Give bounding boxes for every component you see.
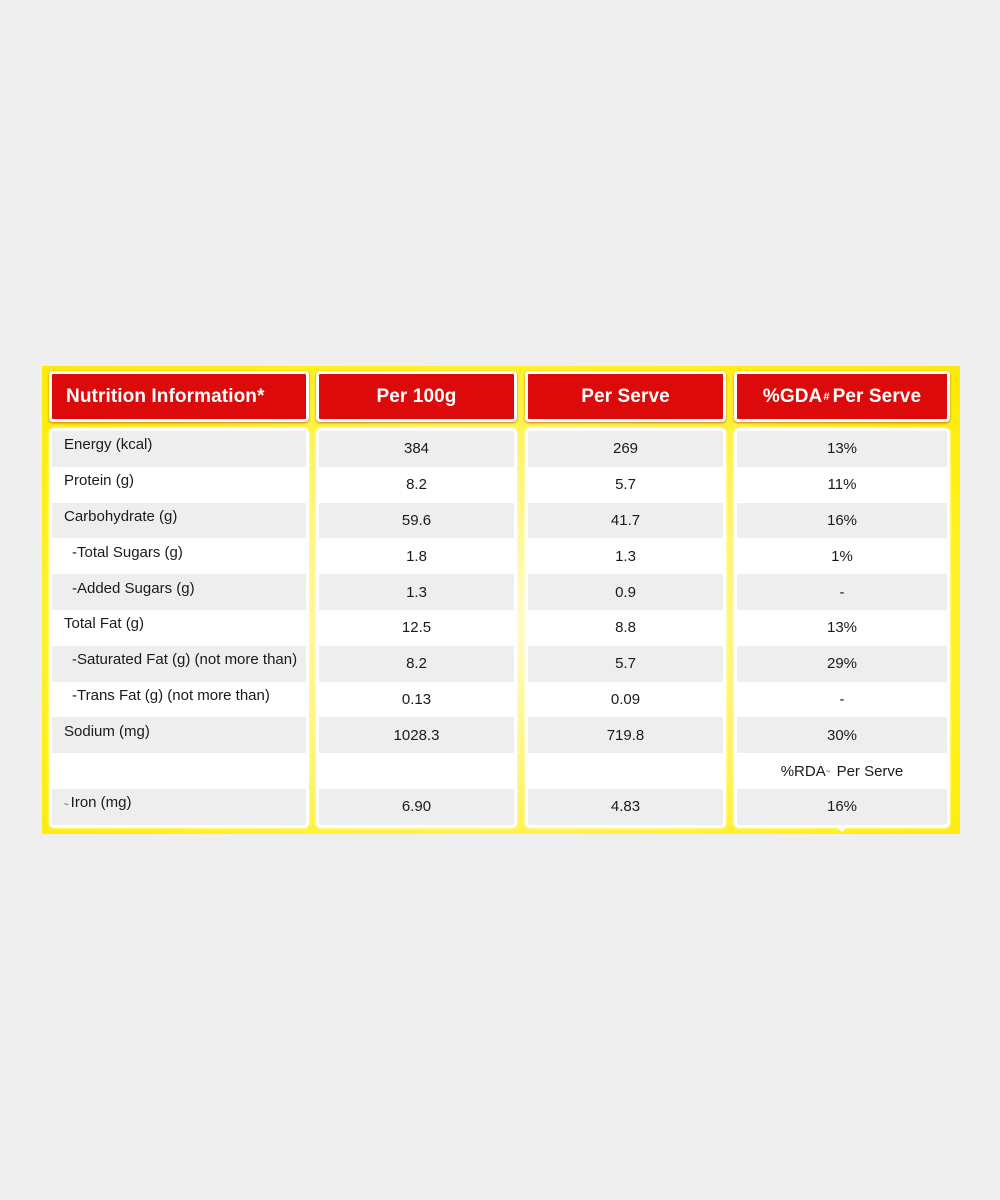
- nutrient-list: [49, 428, 309, 828]
- value-cell: 384: [319, 431, 514, 467]
- row-label: -Saturated Fat (g) (not more than): [52, 646, 306, 682]
- value-cell: 1028.3: [319, 717, 514, 753]
- value-cell: 41.7: [528, 503, 723, 539]
- value-cell: 1.3: [319, 574, 514, 610]
- value-cell: 1.3: [528, 538, 723, 574]
- row-label: Sodium (mg): [52, 717, 306, 753]
- value-cell: 719.8: [528, 717, 723, 753]
- gda-per-serve-column: [734, 371, 950, 828]
- value-cell: 0.13: [319, 682, 514, 718]
- value-cell: 16%: [737, 503, 947, 539]
- value-cell: 0.09: [528, 682, 723, 718]
- rda-subheader: %RDA ~ Per Serve: [737, 753, 947, 789]
- value-cell: 1%: [737, 538, 947, 574]
- value-cell: -: [737, 682, 947, 718]
- per-100g-values: [316, 428, 517, 828]
- value-cell: 59.6: [319, 503, 514, 539]
- value-cell-empty: [528, 753, 723, 789]
- value-cell: 269: [528, 431, 723, 467]
- value-cell: 13%: [737, 431, 947, 467]
- value-cell: 0.9: [528, 574, 723, 610]
- rda-mark: ~: [64, 800, 69, 810]
- header-nutrition-information: [49, 371, 309, 422]
- header-gda-per-serve: %GDA # Per Serve: [734, 371, 950, 422]
- value-cell: 30%: [737, 717, 947, 753]
- value-cell: 13%: [737, 610, 947, 646]
- gda-mark: #: [823, 390, 830, 403]
- row-label: Energy (kcal): [52, 431, 306, 467]
- value-cell: -: [737, 574, 947, 610]
- value-cell: 5.7: [528, 646, 723, 682]
- per-100g-column: [316, 371, 517, 828]
- value-cell: 5.7: [528, 467, 723, 503]
- row-label: -Trans Fat (g) (not more than): [52, 682, 306, 718]
- value-cell: 4.83: [528, 789, 723, 825]
- row-label: ~ Iron (mg): [52, 789, 306, 825]
- row-label: Total Fat (g): [52, 610, 306, 646]
- value-cell: 12.5: [319, 610, 514, 646]
- per-serve-column: [525, 371, 726, 828]
- value-cell: 11%: [737, 467, 947, 503]
- row-label: -Total Sugars (g): [52, 538, 306, 574]
- gda-values: [734, 428, 950, 828]
- value-cell: 29%: [737, 646, 947, 682]
- value-cell: 16%: [737, 789, 947, 825]
- value-cell: 8.8: [528, 610, 723, 646]
- value-cell: 8.2: [319, 646, 514, 682]
- value-cell: 6.90: [319, 789, 514, 825]
- nutrition-table: [42, 366, 960, 834]
- value-cell: 1.8: [319, 538, 514, 574]
- row-label: Protein (g): [52, 467, 306, 503]
- per-serve-values: [525, 428, 726, 828]
- header-per-serve: Per Serve: [525, 371, 726, 422]
- header-nutrition-label: Nutrition Information*: [66, 385, 265, 407]
- row-label: -Added Sugars (g): [52, 574, 306, 610]
- callout-pointer: [835, 825, 849, 832]
- value-cell: 8.2: [319, 467, 514, 503]
- row-label-empty: [52, 753, 306, 789]
- row-label: Carbohydrate (g): [52, 503, 306, 539]
- header-per-100g: Per 100g: [316, 371, 517, 422]
- value-cell-empty: [319, 753, 514, 789]
- nutrient-column: [49, 371, 309, 828]
- rda-mark: ~: [825, 766, 831, 776]
